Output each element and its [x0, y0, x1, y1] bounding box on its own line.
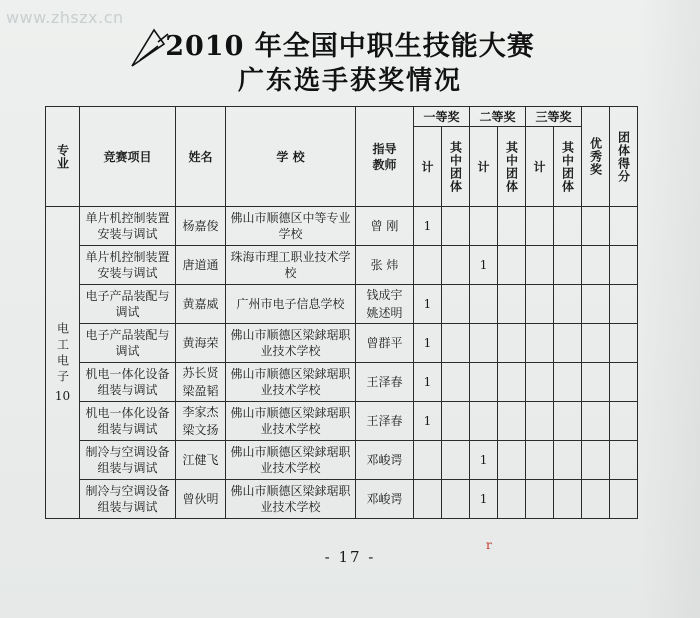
first-prize-count: 1	[414, 363, 442, 402]
first-prize-count	[414, 246, 442, 285]
header-teacher: 指导教师	[356, 107, 414, 207]
third-prize-count	[526, 402, 554, 441]
name-cell: 黄嘉威	[176, 285, 226, 324]
name-cell: 唐道通	[176, 246, 226, 285]
header-third-ji: 计	[526, 127, 554, 207]
header-school: 学 校	[226, 107, 356, 207]
header-project: 竞赛项目	[80, 107, 176, 207]
project-cell: 电子产品装配与调试	[80, 285, 176, 324]
name-cell: 杨嘉俊	[176, 207, 226, 246]
excellent-cell	[582, 207, 610, 246]
teacher-cell: 邓峻谔	[356, 480, 414, 519]
major-label: 电工电子	[55, 321, 70, 386]
project-cell: 电子产品装配与调试	[80, 324, 176, 363]
name-cell: 江健飞	[176, 441, 226, 480]
name-cell: 黄海荣	[176, 324, 226, 363]
team-score-cell	[610, 207, 638, 246]
second-team-count	[498, 324, 526, 363]
first-team-count	[442, 480, 470, 519]
table-row	[46, 246, 638, 285]
third-prize-count	[526, 441, 554, 480]
teacher-cell: 钱成宇 姚述明	[356, 285, 414, 324]
project-cell: 单片机控制装置安装与调试	[80, 207, 176, 246]
third-prize-count	[526, 207, 554, 246]
header-first-team: 其中团体	[442, 127, 470, 207]
table-row	[46, 324, 638, 363]
excellent-cell	[582, 441, 610, 480]
teacher-cell: 曾 刚	[356, 207, 414, 246]
second-prize-count: 1	[470, 480, 498, 519]
excellent-cell	[582, 363, 610, 402]
first-prize-count: 1	[414, 402, 442, 441]
third-team-count	[554, 480, 582, 519]
project-cell: 单片机控制装置安装与调试	[80, 246, 176, 285]
second-prize-count	[470, 207, 498, 246]
first-team-count	[442, 324, 470, 363]
project-cell: 机电一体化设备组装与调试	[80, 402, 176, 441]
teacher-cell: 王泽春	[356, 402, 414, 441]
second-team-count	[498, 207, 526, 246]
first-prize-count: 1	[414, 207, 442, 246]
school-cell: 珠海市理工职业技术学校	[226, 246, 356, 285]
second-prize-count: 1	[470, 441, 498, 480]
page-number: - 17 -	[324, 548, 376, 566]
second-team-count	[498, 246, 526, 285]
project-cell: 制冷与空调设备组装与调试	[80, 480, 176, 519]
third-team-count	[554, 285, 582, 324]
award-table	[45, 106, 638, 519]
first-team-count	[442, 363, 470, 402]
table-row	[46, 207, 638, 246]
header-third-prize: 三等奖	[526, 107, 582, 127]
teacher-cell: 张 炜	[356, 246, 414, 285]
third-prize-count	[526, 285, 554, 324]
excellent-cell	[582, 246, 610, 285]
header-third-team: 其中团体	[554, 127, 582, 207]
third-prize-count	[526, 363, 554, 402]
school-cell: 佛山市顺德区梁銶琚职业技术学校	[226, 402, 356, 441]
third-team-count	[554, 246, 582, 285]
first-team-count	[442, 402, 470, 441]
table-row	[46, 402, 638, 441]
major-cell	[46, 207, 80, 519]
school-cell: 佛山市顺德区中等专业学校	[226, 207, 356, 246]
school-cell: 广州市电子信息学校	[226, 285, 356, 324]
margin-mark: r	[486, 538, 492, 552]
first-prize-count: 1	[414, 324, 442, 363]
second-prize-count	[470, 285, 498, 324]
first-prize-count	[414, 441, 442, 480]
table-row	[46, 363, 638, 402]
excellent-cell	[582, 402, 610, 441]
teacher-cell: 邓峻谔	[356, 441, 414, 480]
major-count: 10	[54, 388, 71, 403]
school-cell: 佛山市顺德区梁銶琚职业技术学校	[226, 480, 356, 519]
second-prize-count	[470, 363, 498, 402]
team-score-cell	[610, 246, 638, 285]
second-prize-count: 1	[470, 246, 498, 285]
first-team-count	[442, 246, 470, 285]
first-team-count	[442, 285, 470, 324]
header-second-team: 其中团体	[498, 127, 526, 207]
name-cell: 李家杰 梁文扬	[176, 402, 226, 441]
school-cell: 佛山市顺德区梁銶琚职业技术学校	[226, 324, 356, 363]
third-team-count	[554, 363, 582, 402]
teacher-cell: 曾群平	[356, 324, 414, 363]
table-row	[46, 285, 638, 324]
project-cell: 机电一体化设备组装与调试	[80, 363, 176, 402]
second-prize-count	[470, 324, 498, 363]
second-prize-count	[470, 402, 498, 441]
team-score-cell	[610, 402, 638, 441]
header-second-prize: 二等奖	[470, 107, 526, 127]
third-prize-count	[526, 324, 554, 363]
third-team-count	[554, 207, 582, 246]
first-prize-count	[414, 480, 442, 519]
header-team-score: 团体得分	[610, 107, 638, 207]
third-prize-count	[526, 480, 554, 519]
header-major: 专业	[46, 107, 80, 207]
header-excellent: 优秀奖	[582, 107, 610, 207]
team-score-cell	[610, 441, 638, 480]
team-score-cell	[610, 285, 638, 324]
header-first-prize: 一等奖	[414, 107, 470, 127]
name-cell: 苏长贤 梁盈韬	[176, 363, 226, 402]
project-cell: 制冷与空调设备组装与调试	[80, 441, 176, 480]
third-team-count	[554, 441, 582, 480]
school-cell: 佛山市顺德区梁銶琚职业技术学校	[226, 363, 356, 402]
watermark: www.zhszx.cn	[6, 8, 124, 27]
teacher-cell: 王泽春	[356, 363, 414, 402]
second-team-count	[498, 363, 526, 402]
name-cell: 曾伙明	[176, 480, 226, 519]
table-row	[46, 441, 638, 480]
team-score-cell	[610, 363, 638, 402]
third-prize-count	[526, 246, 554, 285]
excellent-cell	[582, 285, 610, 324]
team-score-cell	[610, 480, 638, 519]
excellent-cell	[582, 324, 610, 363]
header-second-ji: 计	[470, 127, 498, 207]
excellent-cell	[582, 480, 610, 519]
first-team-count	[442, 207, 470, 246]
team-score-cell	[610, 324, 638, 363]
second-team-count	[498, 480, 526, 519]
page-title: 2010 年全国中职生技能大赛	[165, 31, 535, 62]
third-team-count	[554, 324, 582, 363]
table-row	[46, 480, 638, 519]
first-team-count	[442, 441, 470, 480]
header-name: 姓名	[176, 107, 226, 207]
second-team-count	[498, 441, 526, 480]
header-first-ji: 计	[414, 127, 442, 207]
school-cell: 佛山市顺德区梁銶琚职业技术学校	[226, 441, 356, 480]
second-team-count	[498, 285, 526, 324]
third-team-count	[554, 402, 582, 441]
page-subtitle: 广东选手获奖情况	[237, 66, 462, 96]
second-team-count	[498, 402, 526, 441]
first-prize-count: 1	[414, 285, 442, 324]
